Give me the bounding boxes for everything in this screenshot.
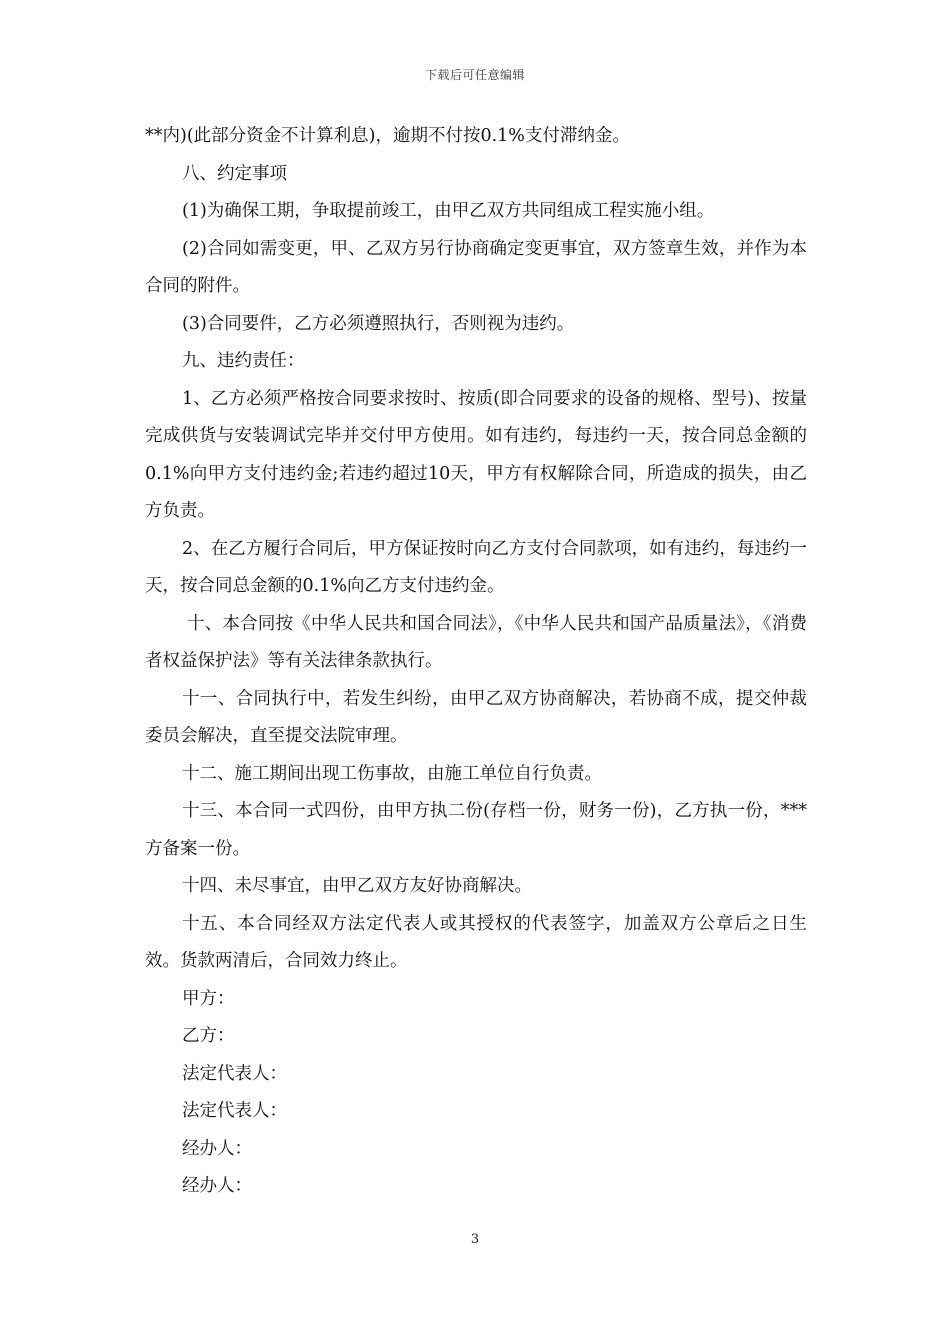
signature-legal-rep-a: 法定代表人： <box>182 1063 287 1084</box>
document-body <box>145 118 807 1206</box>
section-10: 十、本合同按《中华人民共和国合同法》，《中华人民共和国产品质量法》，《消费者权益保护法》等有关法律条款执行。 <box>145 613 807 671</box>
section-13: 十三、本合同一式四份，由甲方执二份(存档一份，财务一份)，乙方执一份，***方备案一份。 <box>145 801 807 859</box>
clause-9-1: 1、乙方必须严格按合同要求按时、按质(即合同要求的设备的规格、型号)、按量完成供货与安装调试完毕并交付甲方使用。如有违约，每违约一天，按合同总金额的0.1%向甲方支付违约金;若违约超过10天，甲方有权解除合同，所造成的损失，由乙方负责。 <box>145 388 807 521</box>
paragraph-late-fee: **内)(此部分资金不计算利息)，逾期不付按0.1%支付滞纳金。 <box>145 126 630 146</box>
clause-8-3: (3)合同要件，乙方必须遵照执行，否则视为违约。 <box>182 313 575 334</box>
section-11: 十一、合同执行中，若发生纠纷，由甲乙双方协商解决，若协商不成，提交仲裁委员会解决，直至提交法院审理。 <box>145 688 807 746</box>
section-12: 十二、施工期间出现工伤事故，由施工单位自行负责。 <box>182 763 602 784</box>
section-heading-9: 九、违约责任： <box>182 351 305 371</box>
header-note: 下载后可任意编辑 <box>424 68 525 82</box>
signature-legal-rep-b: 法定代表人： <box>182 1101 287 1121</box>
signature-party-b: 乙方： <box>182 1026 235 1046</box>
clause-8-2: (2)合同如需变更，甲、乙双方另行协商确定变更事宜，双方签章生效，并作为本合同的附件。 <box>145 238 807 296</box>
clause-9-2: 2、在乙方履行合同后，甲方保证按时向乙方支付合同款项，如有违约，每违约一天，按合同总金额的0.1%向乙方支付违约金。 <box>145 538 807 596</box>
section-14: 十四、未尽事宜，由甲乙双方友好协商解决。 <box>182 876 532 896</box>
section-15: 十五、本合同经双方法定代表人或其授权的代表签字，加盖双方公章后之日生效。货款两清后，合同效力终止。 <box>145 913 807 971</box>
page-number: 3 <box>470 1232 480 1247</box>
signature-handler-a: 经办人： <box>182 1138 252 1159</box>
section-heading-8: 八、约定事项 <box>182 163 287 184</box>
clause-8-1: (1)为确保工期，争取提前竣工，由甲乙双方共同组成工程实施小组。 <box>182 201 715 221</box>
signature-party-a: 甲方： <box>182 988 235 1009</box>
signature-handler-b: 经办人： <box>182 1176 252 1196</box>
